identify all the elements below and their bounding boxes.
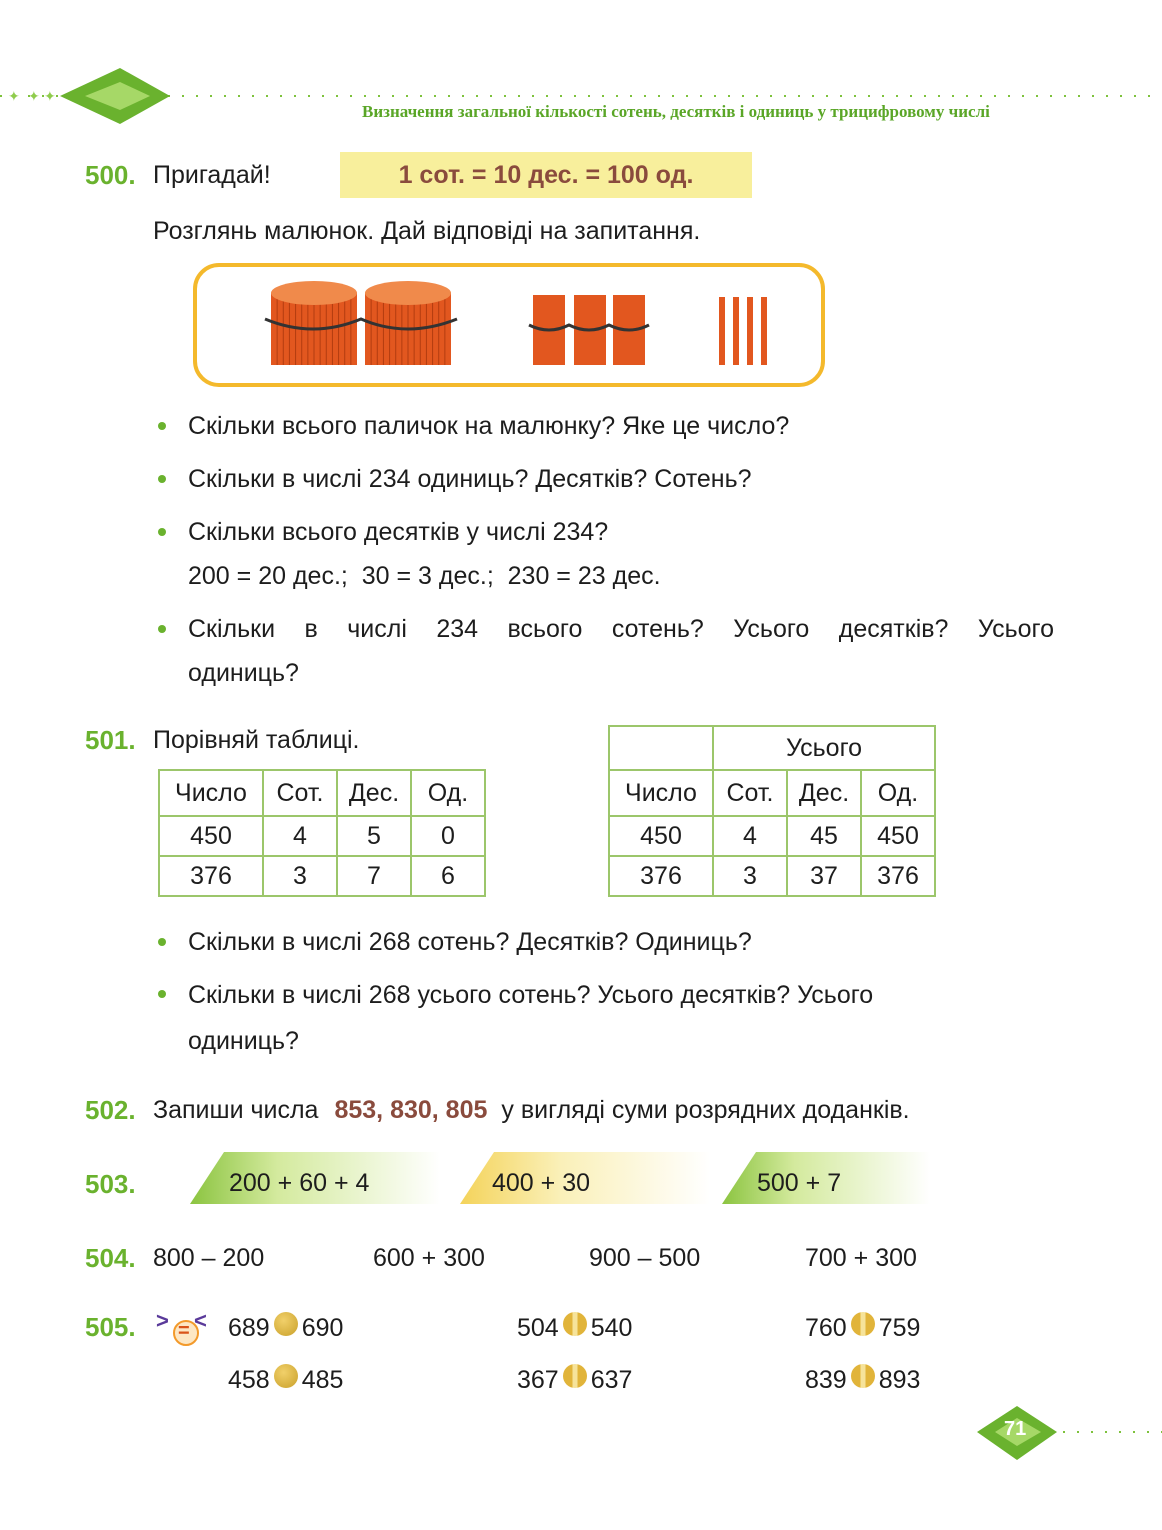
- exercise-503-number: 503.: [85, 1169, 136, 1199]
- exercise-502-prefix: Запиши числа: [153, 1096, 319, 1124]
- answer-circle-icon[interactable]: [274, 1364, 298, 1388]
- list-item: [158, 457, 1058, 501]
- header-title: Визначення загальної кількості сотень, десятків і одиниць у трицифровому числі: [362, 102, 990, 121]
- question-text: Скільки в числі 234 всього сотень? Усього десятків? Усього одиниць?: [188, 615, 1054, 687]
- table-header: Число: [609, 770, 713, 816]
- table-cell: 5: [337, 816, 411, 856]
- compare-right: 759: [878, 1314, 921, 1342]
- exercise-504-number: 504.: [85, 1243, 136, 1273]
- exercise-500-instruction: Розглянь малюнок. Дай відповіді на запитання.: [153, 217, 701, 245]
- exercise-501-label: Порівняй таблиці.: [153, 726, 360, 754]
- hundred-bundle-icon: [271, 281, 357, 365]
- table-group-header: Усього: [713, 726, 935, 770]
- answer-circle-icon[interactable]: [851, 1364, 875, 1388]
- table-cell: 37: [787, 856, 861, 896]
- compare-left: 689: [228, 1314, 270, 1342]
- table-row: [609, 856, 935, 896]
- table-1: [158, 769, 486, 897]
- compare-right: 540: [590, 1314, 633, 1342]
- expr-504-2: 600 + 300: [373, 1244, 485, 1272]
- compare-pair: [805, 1364, 920, 1395]
- table-cell: 376: [609, 856, 713, 896]
- question-text: Скільки всього паличок на малюнку? Яке це число?: [188, 412, 790, 440]
- table-cell: 3: [713, 856, 787, 896]
- table-row: [609, 770, 935, 816]
- exercise-502-suffix: у вигляді суми розрядних доданків.: [501, 1096, 910, 1124]
- table-cell: 450: [159, 816, 263, 856]
- table-2: [608, 725, 936, 897]
- page-number: 71: [1004, 1418, 1027, 1440]
- expr-503-2: 400 + 30: [492, 1169, 591, 1197]
- top-decorative-border: [0, 58, 1162, 138]
- exercise-500-label: Пригадай!: [153, 161, 271, 189]
- compare-pair: [517, 1364, 632, 1395]
- table-cell: 4: [263, 816, 337, 856]
- table-header: Од.: [411, 770, 485, 816]
- compare-pair: [228, 1364, 343, 1395]
- answer-circle-icon[interactable]: [851, 1312, 875, 1336]
- question-text: Скільки в числі 268 сотень? Десятків? Одиниць?: [188, 928, 752, 956]
- bullet-icon: [158, 625, 166, 633]
- compare-pair: [517, 1312, 632, 1343]
- table-header: Число: [159, 770, 263, 816]
- list-item: [158, 920, 1018, 964]
- table-row: [159, 856, 485, 896]
- single-stick-icon: [747, 297, 753, 365]
- table-row: [159, 816, 485, 856]
- svg-text:✦: ✦: [28, 89, 40, 105]
- svg-text:✦: ✦: [8, 89, 20, 105]
- less-sign: <: [194, 1308, 207, 1333]
- table-header: Сот.: [713, 770, 787, 816]
- svg-text:✦: ✦: [44, 89, 56, 105]
- exercise-502-number: 502.: [85, 1095, 136, 1125]
- equal-sign: =: [178, 1320, 190, 1342]
- table-header: Дес.: [787, 770, 861, 816]
- exercise-502-text: [153, 1096, 910, 1125]
- list-item: [158, 404, 1058, 448]
- question-text: Скільки в числі 234 одиниць? Десятків? Сотень?: [188, 465, 752, 493]
- compare-right: 485: [301, 1366, 344, 1394]
- expr-503-3: 500 + 7: [757, 1169, 842, 1197]
- table-cell: 450: [609, 816, 713, 856]
- bullet-icon: [158, 528, 166, 536]
- table-cell: 7: [337, 856, 411, 896]
- compare-left: 504: [517, 1314, 559, 1342]
- expr-503-1: 200 + 60 + 4: [229, 1169, 370, 1197]
- table-header: Сот.: [263, 770, 337, 816]
- compare-pair: [805, 1312, 920, 1343]
- single-stick-icon: [733, 297, 739, 365]
- table-cell: 3: [263, 856, 337, 896]
- answer-circle-icon[interactable]: [563, 1364, 587, 1388]
- table-cell: 45: [787, 816, 861, 856]
- equation-text: 200 = 20 дес.; 30 = 3 дес.; 230 = 23 дес.: [188, 562, 661, 590]
- compare-left: 367: [517, 1366, 559, 1394]
- remember-box: 1 сот. = 10 дес. = 100 од.: [340, 152, 752, 198]
- question-text: Скільки всього десятків у числі 234?: [188, 518, 609, 546]
- list-item: [158, 607, 1058, 695]
- answer-circle-icon[interactable]: [274, 1312, 298, 1336]
- sticks-illustration: [193, 263, 825, 387]
- table-cell: 4: [713, 816, 787, 856]
- compare-pair: [228, 1312, 343, 1343]
- bullet-icon: [158, 475, 166, 483]
- expr-504-3: 900 – 500: [589, 1244, 701, 1272]
- table-cell: 376: [159, 856, 263, 896]
- hundred-bundle-icon: [365, 281, 451, 365]
- list-item: [158, 510, 1058, 598]
- table-row: [159, 770, 485, 816]
- bullet-icon: [158, 990, 166, 998]
- expr-504-1: 800 – 200: [153, 1244, 265, 1272]
- compare-signs-icon: [156, 1308, 218, 1348]
- table-header: Од.: [861, 770, 935, 816]
- bullet-icon: [158, 938, 166, 946]
- compare-right: 637: [590, 1366, 633, 1394]
- compare-left: 760: [805, 1314, 847, 1342]
- question-text: Скільки в числі 268 усього сотень? Усього десятків? Усього одиниць?: [188, 981, 874, 1055]
- bullet-icon: [158, 422, 166, 430]
- compare-left: 839: [805, 1366, 847, 1394]
- table-cell-empty: [609, 726, 713, 770]
- exercise-501-questions: [158, 920, 1018, 1064]
- answer-circle-icon[interactable]: [563, 1312, 587, 1336]
- compare-right: 690: [301, 1314, 344, 1342]
- table-header: Дес.: [337, 770, 411, 816]
- expr-504-4: 700 + 300: [805, 1244, 917, 1272]
- greater-sign: >: [156, 1308, 169, 1333]
- table-row: [609, 726, 935, 770]
- compare-left: 458: [228, 1366, 270, 1394]
- table-cell: 376: [861, 856, 935, 896]
- exercise-505-number: 505.: [85, 1312, 136, 1342]
- single-stick-icon: [761, 297, 767, 365]
- exercise-501-number: 501.: [85, 725, 136, 755]
- exercise-500-questions: [158, 404, 1058, 695]
- single-stick-icon: [719, 297, 725, 365]
- exercise-502-numbers: 853, 830, 805: [334, 1096, 488, 1124]
- table-cell: 450: [861, 816, 935, 856]
- list-item: [158, 972, 1018, 1064]
- table-cell: 0: [411, 816, 485, 856]
- table-row: [609, 816, 935, 856]
- table-cell: 6: [411, 856, 485, 896]
- compare-right: 893: [878, 1366, 921, 1394]
- exercise-500-number: 500.: [85, 160, 136, 190]
